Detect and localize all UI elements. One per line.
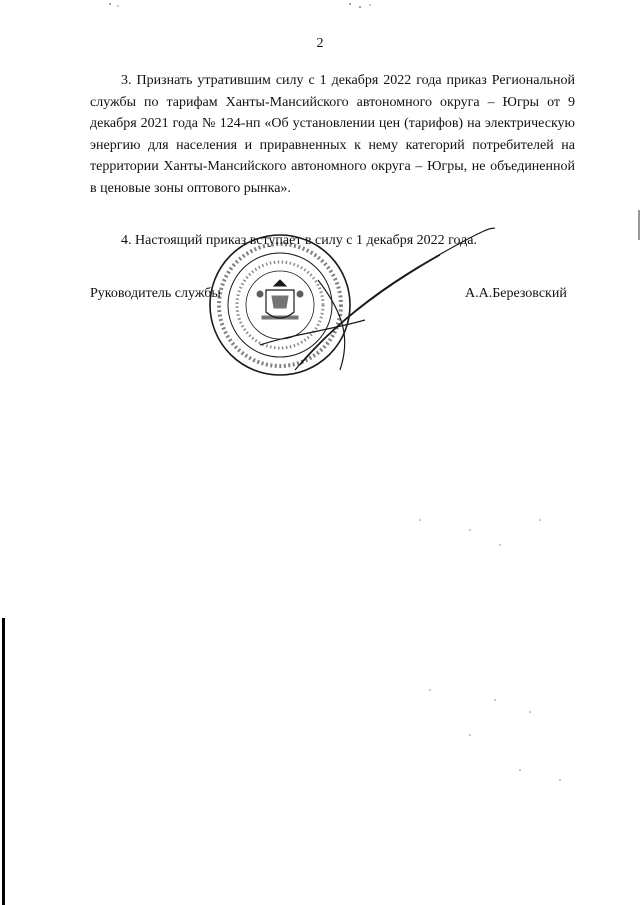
signature-name: А.А.Березовский bbox=[465, 286, 567, 301]
paragraph-3: 3. Признать утратившим силу с 1 декабря 2022 года приказ Региональной службы по тарифам Ханты-Мансийского автономного округа – Югры от 9 декабря 2021 года № 124-нп «Об установлении цен (тарифов) на электрическую энергию для населения и приравненных к нему категорий потребителей на территории Ханты-Мансийского автономного округа – Югры, не объединенной в ценовые зоны оптового рынка». bbox=[90, 73, 575, 196]
scan-edge-left bbox=[2, 618, 5, 905]
page-number: 2 bbox=[316, 36, 324, 51]
paragraph-4: 4. Настоящий приказ вступает в силу с 1 декабря 2022 года. bbox=[121, 233, 477, 248]
coat-of-arms-icon bbox=[257, 280, 303, 319]
handwritten-signature bbox=[260, 228, 495, 370]
official-stamp bbox=[200, 220, 530, 410]
signature-position: Руководитель службы bbox=[90, 286, 221, 301]
